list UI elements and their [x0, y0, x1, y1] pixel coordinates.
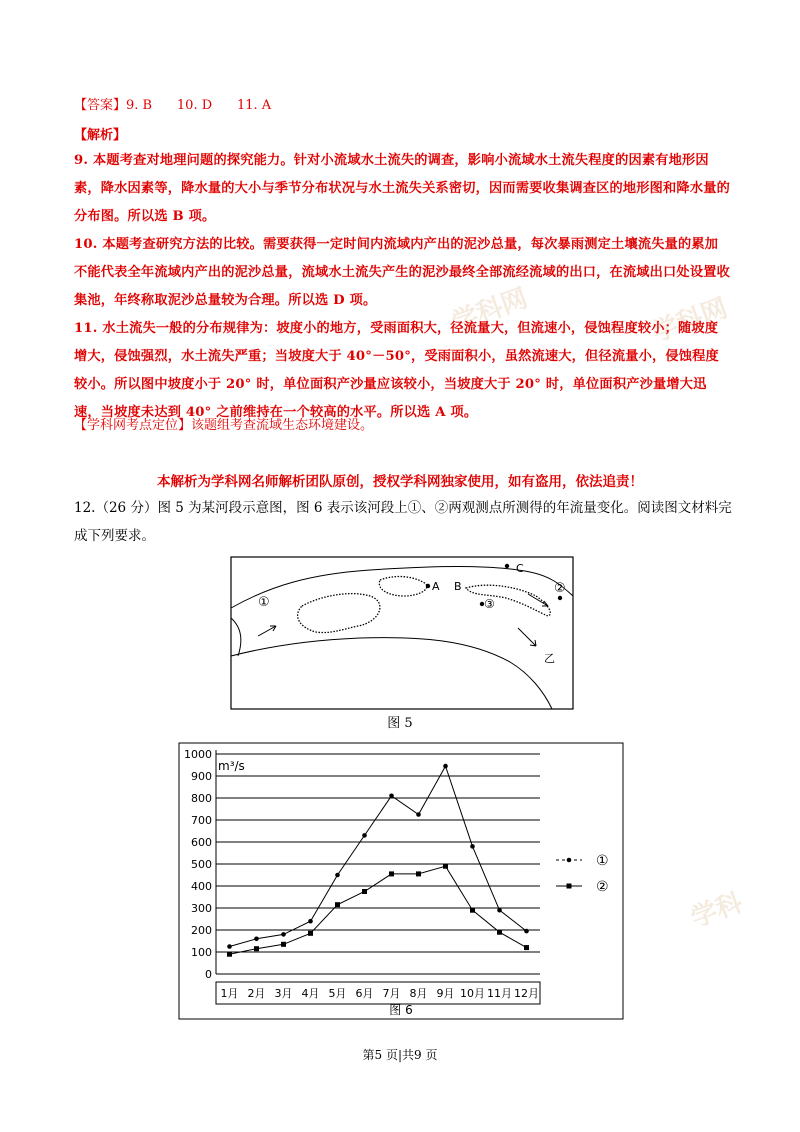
- data-point-series-2: [254, 946, 259, 951]
- label-yi: 乙: [544, 652, 555, 665]
- answer-item: 9. B: [126, 98, 153, 113]
- analysis-paragraph-10: 10. 本题考查研究方法的比较。需要获得一定时间内流域内产出的泥沙总量，每次暴雨测定土壤流失量的累加不能代表全年流域内产出的泥沙总量，流域水土流失产生的泥沙最终全部流经流域的出口，在流域出口处设置收集池，年终称取泥沙总量较为合理。所以选 D 项。: [74, 237, 730, 308]
- y-tick-label: 200: [191, 924, 212, 937]
- figure6-flow-chart: [178, 742, 624, 1020]
- x-tick-label: 7月: [382, 987, 401, 1000]
- x-tick-label: 5月: [328, 987, 347, 1000]
- data-point-series-2: [443, 864, 448, 869]
- data-point-series-1: [362, 833, 367, 838]
- y-tick-label: 700: [191, 814, 212, 827]
- x-tick-label: 9月: [436, 987, 455, 1000]
- x-tick-label: 8月: [409, 987, 428, 1000]
- data-point-series-2: [470, 908, 475, 913]
- figure5-river-diagram: [230, 556, 574, 710]
- y-tick-label: 1000: [184, 748, 212, 761]
- x-tick-label: 10月: [460, 987, 485, 1000]
- label-B: B: [454, 580, 462, 593]
- legend-marker-1: [567, 858, 572, 863]
- data-point-series-2: [524, 945, 529, 950]
- data-point-series-1: [416, 812, 421, 817]
- data-point-series-2: [281, 942, 286, 947]
- x-tick-label: 4月: [301, 987, 320, 1000]
- data-point-series-2: [497, 930, 502, 935]
- answer-item: 10. D: [176, 98, 213, 113]
- data-point-series-1: [335, 873, 340, 878]
- data-point-series-1: [389, 794, 394, 799]
- data-point-series-1: [227, 944, 232, 949]
- data-point-series-1: [470, 844, 475, 849]
- legend-marker-2: [567, 884, 572, 889]
- x-tick-label: 6月: [355, 987, 374, 1000]
- page-footer: 第5 页|共9 页: [362, 1048, 438, 1062]
- data-point-series-2: [362, 889, 367, 894]
- watermark: 学科网: [648, 293, 732, 349]
- answer-label: 【答案】: [74, 98, 127, 113]
- y-tick-label: 300: [191, 902, 212, 915]
- legend-label-1: ①: [596, 853, 609, 869]
- y-tick-label: 400: [191, 880, 212, 893]
- y-tick-label: 100: [191, 946, 212, 959]
- data-point-series-2: [227, 952, 232, 957]
- watermark: 学科网: [448, 283, 532, 339]
- label-C: C: [516, 562, 524, 575]
- data-point-series-1: [524, 929, 529, 934]
- watermark: 学科: [687, 887, 747, 934]
- y-tick-label: 500: [191, 858, 212, 871]
- data-point-series-2: [416, 871, 421, 876]
- figure6-caption: 图 6: [389, 1003, 413, 1017]
- data-point-series-1: [497, 908, 502, 913]
- data-point-series-2: [335, 902, 340, 907]
- label-point-3: ③: [484, 597, 495, 611]
- unit-label: m³/s: [218, 759, 245, 773]
- analysis-label: 【解析】: [74, 128, 127, 143]
- data-point-series-1: [281, 932, 286, 937]
- analysis-paragraph-11: 11. 水土流失一般的分布规律为：坡度小的地方，受雨面积大，径流量大，但流速小，侵蚀程度较小；随坡度增大，侵蚀强烈，水土流失严重；当坡度大于 40°－50°，受雨面积小，虽然流速大，但径流量小，侵蚀程度较小。所以图中坡度小于 20° 时，单位面积产沙量应该较小，当坡度大于 20° 时，单位面积产沙量增大迅速，当坡度未达到 40° 之前维持在一个较高的水平。所以选 A 项。: [74, 321, 719, 420]
- copyright-notice: 本解析为学科网名师解析团队原创，授权学科网独家使用，如有盗用，依法追责！: [157, 474, 643, 490]
- x-tick-label: 3月: [274, 987, 293, 1000]
- analysis-paragraph-9: 9. 本题考查对地理问题的探究能力。针对小流域水土流失的调查，影响小流域水土流失程度的因素有地形因素，降水因素等，降水量的大小与季节分布状况与水土流失关系密切，因而需要收集调查区的地形图和降水量的分布图。所以选 B 项。: [74, 153, 730, 224]
- exam-point-note: 【学科网考点定位】该题组考查流域生态环境建设。: [74, 418, 374, 433]
- y-tick-label: 800: [191, 792, 212, 805]
- data-point-series-1: [308, 919, 313, 924]
- label-point-2: ②: [554, 581, 566, 596]
- data-point-series-2: [389, 871, 394, 876]
- legend-label-2: ②: [596, 879, 609, 895]
- y-tick-label: 0: [205, 968, 212, 981]
- y-tick-label: 600: [191, 836, 212, 849]
- question-12: 12.（26 分）图 5 为某河段示意图，图 6 表示该河段上①、②两观测点所测得的年流量变化。阅读图文材料完成下列要求。: [74, 500, 732, 544]
- answer-line: [74, 94, 271, 113]
- x-tick-label: 2月: [247, 987, 266, 1000]
- label-A: A: [432, 580, 440, 593]
- data-point-series-1: [254, 937, 259, 942]
- y-tick-label: 900: [191, 770, 212, 783]
- data-point-series-2: [308, 931, 313, 936]
- x-tick-label: 11月: [487, 987, 512, 1000]
- label-point-1: ①: [258, 595, 270, 610]
- x-tick-label: 12月: [514, 987, 539, 1000]
- x-tick-label: 1月: [220, 987, 239, 1000]
- data-point-series-1: [443, 764, 448, 769]
- figure5-caption: 图 5: [387, 716, 413, 731]
- answer-item: 11. A: [236, 98, 272, 113]
